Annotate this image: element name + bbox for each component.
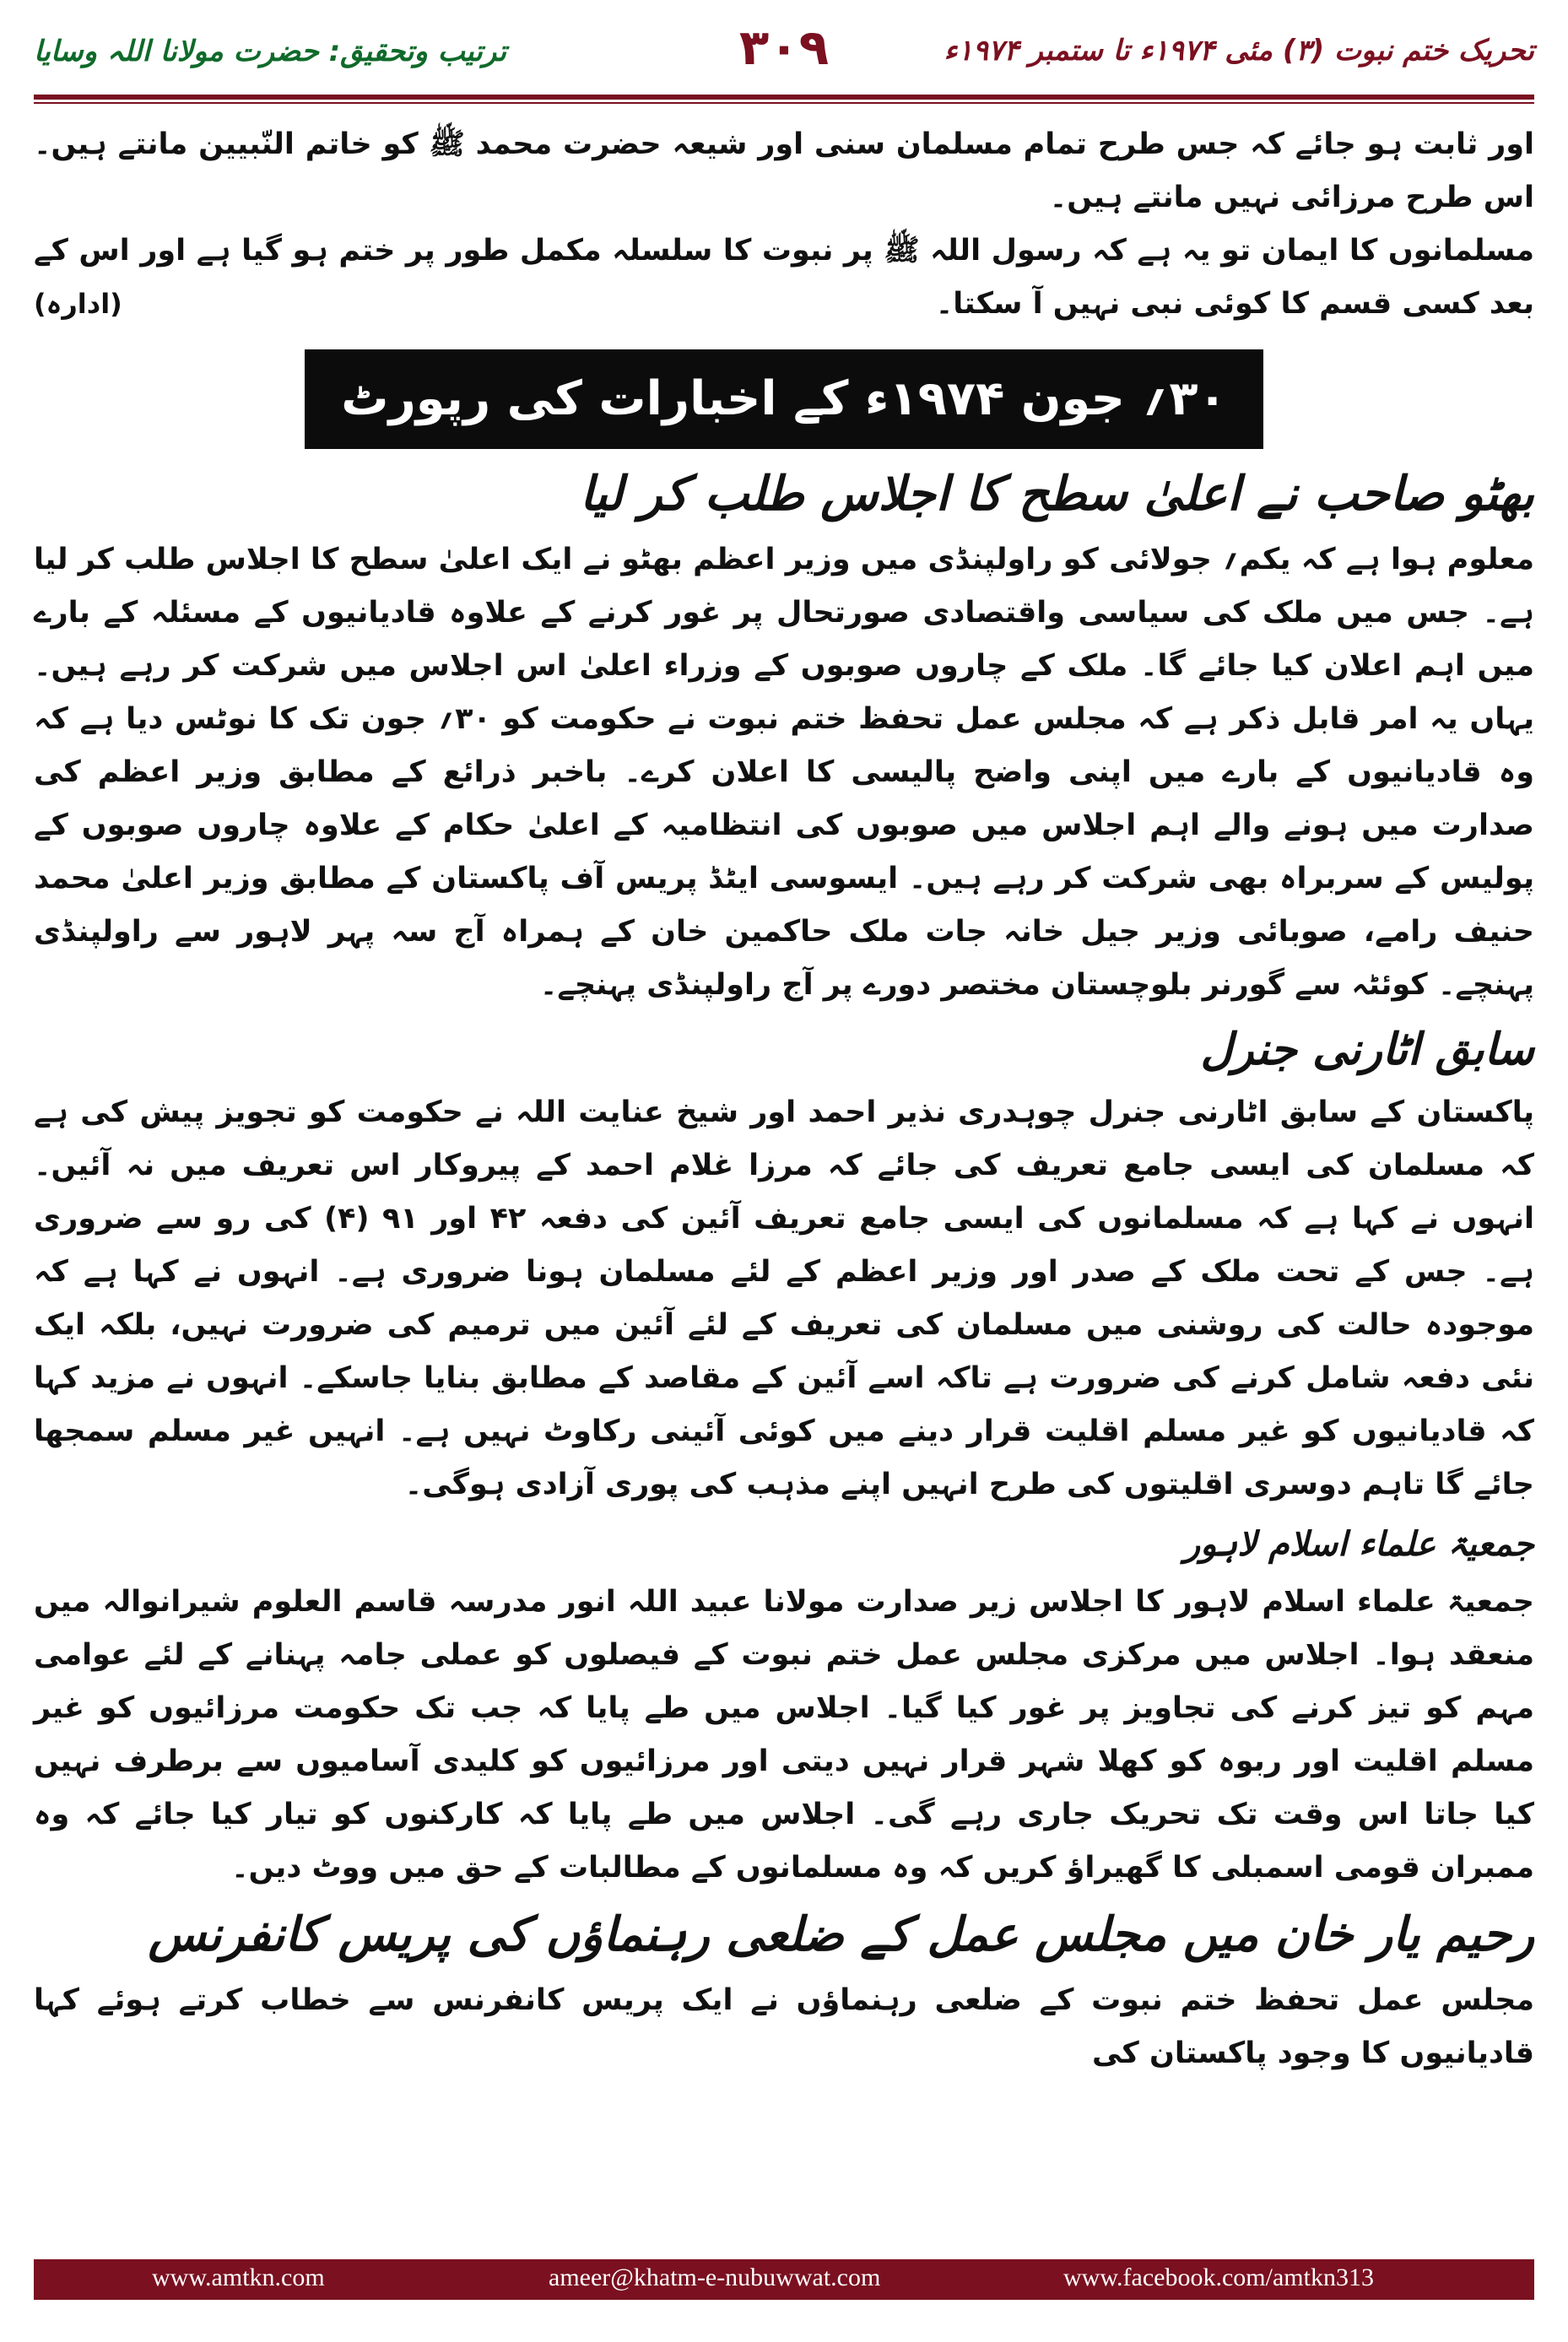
- page-content: [34, 118, 1534, 2080]
- intro-line-2: [34, 224, 1534, 331]
- section-heading-jamiat: جمعیۃ علماء اسلام لاہور: [1183, 1525, 1534, 1564]
- page-number: ۳۰۹: [738, 19, 830, 76]
- footer-website-link[interactable]: www.amtkn.com: [152, 2264, 325, 2291]
- intro-attribution: (ادارہ): [34, 288, 122, 320]
- section-body-jamiat: جمعیۃ علماء اسلام لاہور کا اجلاس زیر صدارت مولانا عبید اللہ انور مدرسہ قاسم العلوم شیرانوالہ میں منعقد ہوا۔ اجلاس میں مرکزی مجلس عمل ختم نبوت کے فیصلوں کو عملی جامہ پہنانے کے لئے عوامی مہم کو تیز کرنے کی تجاویز پر غور کیا گیا۔ اجلاس میں طے پایا کہ جب تک حکومت مرزائیوں کو غیر مسلم اقلیت اور ربوہ کو کھلا شہر قرار نہیں دیتی اور مرزائیوں کو کلیدی آسامیوں سے برطرف نہیں کیا جاتا اس وقت تک تحریک جاری رہے گی۔ اجلاس میں طے پایا کہ کارکنوں کو تیار کیا جائے کہ وہ ممبران قومی اسمبلی کا گھیراؤ کریں کہ وہ مسلمانوں کے مطالبات کے حق میں ووٹ دیں۔: [34, 1585, 1534, 1885]
- footer-email-link[interactable]: ameer@khatm-e-nubuwwat.com: [549, 2264, 881, 2291]
- section-body-rahim-yar-khan: مجلس عمل تحفظ ختم نبوت کے ضلعی رہنماؤں نے ایک پریس کانفرنس سے خطاب کرتے ہوئے کہا قادیانیوں کا وجود پاکستان کی: [34, 1983, 1534, 2070]
- section-body-bhutto: معلوم ہوا ہے کہ یکم؍ جولائی کو راولپنڈی میں وزیر اعظم بھٹو نے ایک اعلیٰ سطح کا اجلاس طلب کر لیا ہے۔ جس میں ملک کی سیاسی واقتصادی صورتحال پر غور کرنے کے علاوہ قادیانیوں کے مسئلہ کے بارے میں اہم اعلان کیا جائے گا۔ ملک کے چاروں صوبوں کے وزراء اعلیٰ اس اجلاس میں شرکت کر رہے ہیں۔ یہاں یہ امر قابل ذکر ہے کہ مجلس عمل تحفظ ختم نبوت نے حکومت کو ۳۰؍ جون تک کا نوٹس دیا ہے کہ وہ قادیانیوں کے بارے میں اپنی واضح پالیسی کا اعلان کرے۔ باخبر ذرائع کے مطابق وزیر اعظم کی صدارت میں ہونے والے اہم اجلاس میں صوبوں کی انتظامیہ کے اعلیٰ حکام کے علاوہ چاروں صوبوں کے پولیس کے سربراہ بھی شرکت کر رہے ہیں۔ ایسوسی ایٹڈ پریس آف پاکستان کے مطابق وزیر اعلیٰ محمد حنیف رامے، صوبائی وزیر جیل خانہ جات ملک حاکمین خان کے ہمراہ آج سہ پہر لاہور سے راولپنڈی پہنچے۔ کوئٹہ سے گورنر بلوچستان مختصر دورے پر آج راولپنڈی پہنچے۔: [34, 543, 1534, 1002]
- section-body-attorney-general: پاکستان کے سابق اٹارنی جنرل چوہدری نذیر احمد اور شیخ عنایت اللہ نے حکومت کو تجویز پیش کی ہے کہ مسلمان کی ایسی جامع تعریف کی جائے کہ مرزا غلام احمد کے پیروکار اس تعریف میں نہ آئیں۔ انہوں نے کہا ہے کہ مسلمانوں کی ایسی جامع تعریف آئین کی دفعہ ۴۲ اور ۹۱ (۴) کی رو سے ضروری ہے۔ جس کے تحت ملک کے صدر اور وزیر اعظم کے لئے مسلمان ہونا ضروری ہے۔ انہوں نے کہا ہے کہ موجودہ حالت کی روشنی میں مسلمان کی تعریف کے لئے آئین میں ترمیم کی ضرورت نہیں، بلکہ ایک نئی دفعہ شامل کرنے کی ضرورت ہے تاکہ اسے آئین کے مقاصد کے مطابق بنایا جاسکے۔ انہوں نے مزید کہا کہ قادیانیوں کو غیر مسلم اقلیت قرار دینے میں کوئی آئینی رکاوٹ نہیں ہے۔ انہیں غیر مسلم سمجھا جائے گا تاہم دوسری اقلیتوں کی طرح انہیں اپنے مذہب کی پوری آزادی ہوگی۔: [34, 1095, 1534, 1501]
- header-credit: ترتیب وتحقیق: حضرت مولانا اللہ وسایا: [34, 35, 507, 68]
- intro-line-1: اور ثابت ہو جائے کہ جس طرح تمام مسلمان سنی اور شیعہ حضرت محمد ﷺ کو خاتم النّبیین مانتے ہیں۔ اس طرح مرزائی نہیں مانتے ہیں۔: [34, 127, 1534, 214]
- header-divider-thin: [34, 102, 1534, 104]
- header-divider: [34, 95, 1534, 100]
- footer-facebook-link[interactable]: www.facebook.com/amtkn313: [1063, 2264, 1374, 2291]
- section-heading-rahim-yar-khan: رحیم یار خان میں مجلس عمل کے ضلعی رہنماؤں کی پریس کانفرنس: [148, 1907, 1534, 1962]
- section-heading-attorney-general: سابق اٹارنی جنرل: [1200, 1025, 1534, 1075]
- page-header: [34, 19, 1534, 95]
- intro-line-2-text: مسلمانوں کا ایمان تو یہ ہے کہ رسول اللہ ﷺ پر نبوت کا سلسلہ مکمل طور پر ختم ہو گیا ہے اور اس کے بعد کسی قسم کا کوئی نبی نہیں آ سکتا۔: [34, 234, 1534, 321]
- section-heading-bhutto: بھٹو صاحب نے اعلیٰ سطح کا اجلاس طلب کر لیا: [580, 467, 1534, 522]
- report-banner: ۳۰؍ جون ۱۹۷۴ء کے اخبارات کی رپورٹ: [305, 349, 1263, 449]
- header-book-title: تحریک ختم نبوت (۳) مئی ۱۹۷۴ء تا ستمبر ۱۹۷۴ء: [944, 34, 1534, 68]
